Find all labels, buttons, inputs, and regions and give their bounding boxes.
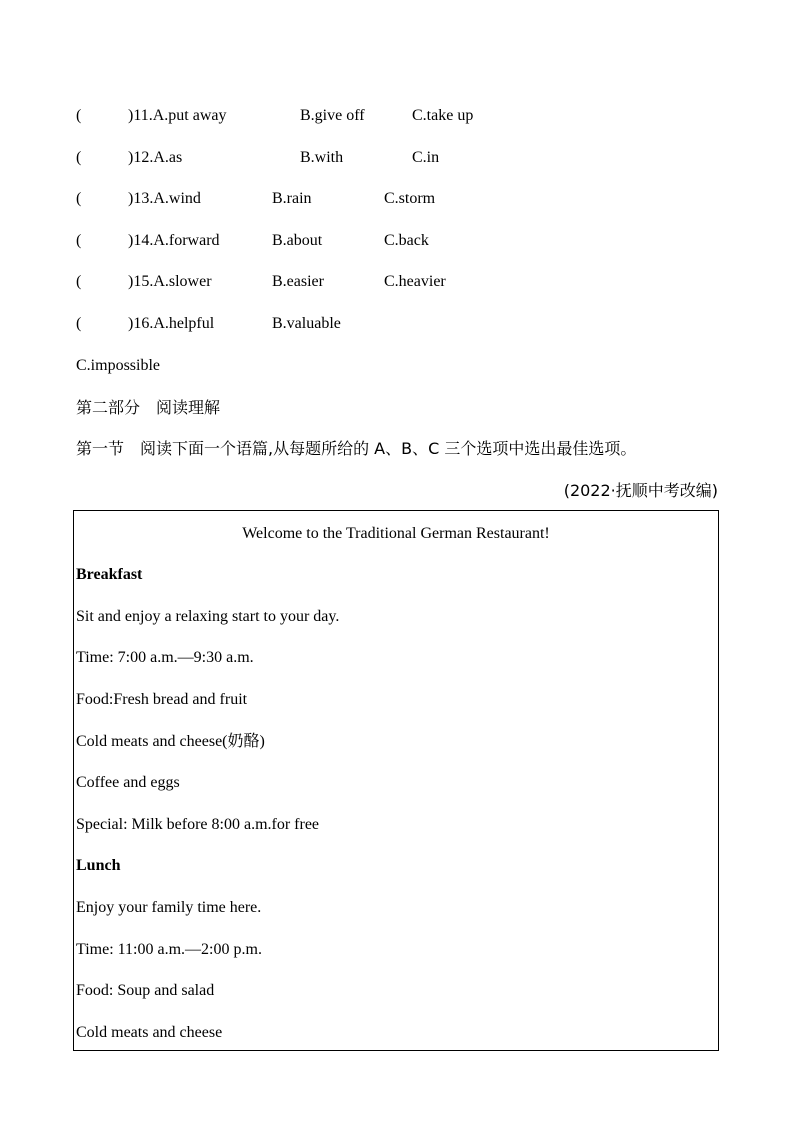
option-c: C.heavier: [384, 273, 446, 290]
option-c: C.in: [412, 149, 440, 166]
option-c: C.back: [384, 232, 429, 249]
breakfast-heading: Breakfast: [76, 566, 143, 583]
lunch-food-1: Food: Soup and salad: [76, 982, 215, 999]
question-11: [76, 105, 496, 127]
section-instruction: 第一节 阅读下面一个语篇,从每题所给的 A、B、C 三个选项中选出最佳选项。: [76, 439, 637, 458]
answer-blank[interactable]: (: [76, 107, 82, 124]
breakfast-intro: Sit and enjoy a relaxing start to your day.: [76, 608, 340, 625]
lunch-time: Time: 11:00 a.m.—2:00 p.m.: [76, 941, 262, 958]
lunch-heading: Lunch: [76, 857, 121, 874]
option-b: B.with: [300, 149, 344, 166]
lunch-intro: Enjoy your family time here.: [76, 899, 262, 916]
option-a: )11.A.put away: [128, 107, 227, 124]
option-b: B.about: [272, 232, 323, 249]
answer-blank[interactable]: (: [76, 315, 82, 332]
question-15: [76, 271, 496, 293]
breakfast-food-3: Coffee and eggs: [76, 774, 180, 791]
answer-blank[interactable]: (: [76, 149, 82, 166]
passage-title: Welcome to the Traditional German Restaurant!: [242, 525, 550, 542]
breakfast-special: Special: Milk before 8:00 a.m.for free: [76, 816, 320, 833]
option-b: B.give off: [300, 107, 365, 124]
passage-box: [73, 510, 719, 1051]
option-a: )12.A.as: [128, 149, 183, 166]
section-title: 第二部分 阅读理解: [76, 398, 221, 417]
breakfast-time: Time: 7:00 a.m.—9:30 a.m.: [76, 649, 254, 666]
answer-blank[interactable]: (: [76, 190, 82, 207]
question-16: [76, 313, 496, 335]
question-13: [76, 188, 496, 210]
option-a: )15.A.slower: [128, 273, 212, 290]
lunch-food-2: Cold meats and cheese: [76, 1024, 223, 1041]
answer-blank[interactable]: (: [76, 273, 82, 290]
option-c: C.take up: [412, 107, 474, 124]
breakfast-food-2: Cold meats and cheese(奶酪): [76, 733, 265, 750]
source-citation: (2022·抚顺中考改编): [563, 481, 718, 500]
option-c: C.storm: [384, 190, 436, 207]
question-14: [76, 230, 496, 252]
option-a: )14.A.forward: [128, 232, 220, 249]
option-a: )16.A.helpful: [128, 315, 215, 332]
option-a: )13.A.wind: [128, 190, 201, 207]
breakfast-food-1: Food:Fresh bread and fruit: [76, 691, 248, 708]
answer-blank[interactable]: (: [76, 232, 82, 249]
option-b: B.valuable: [272, 315, 341, 332]
question-12: [76, 147, 496, 169]
option-b: B.rain: [272, 190, 312, 207]
option-b: B.easier: [272, 273, 324, 290]
question-16-option-c: C.impossible: [76, 357, 161, 374]
